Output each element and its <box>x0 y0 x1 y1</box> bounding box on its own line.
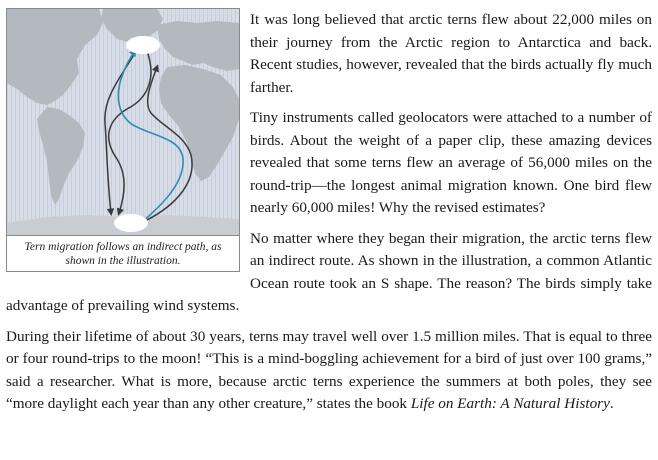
paragraph-4 <box>6 326 652 416</box>
paragraph-4-body: During their lifetime of about 30 years, terns may travel well over 1.5 million miles. That is equal to three or four round-trips to the moon! “This is a mind-boggling achievement for a bird of just over 100 grams,” said a researcher. What is more, because arctic terns experience the summers at both poles, they see “more daylight each year than any other creature,” states the book <box>6 327 652 412</box>
figure-caption: Tern migration follows an indirect path, as shown in the illustration. <box>7 235 239 271</box>
antarctic-oval <box>114 214 148 232</box>
book-title: Life on Earth: A Natural History <box>410 395 610 412</box>
paragraph-4-end: . <box>609 395 614 412</box>
arctic-oval <box>126 36 160 54</box>
paragraph-1: It was long believed that arctic terns flew about 22,000 miles on their journey from the Arctic region to Antarctica and back. Recent studies, however, revealed that the birds actually fly much farther. <box>250 11 652 96</box>
world-map-illustration <box>7 9 239 235</box>
paragraph-2: Tiny instruments called geolocators were attached to a number of birds. About the weight of a paper clip, these amazing devices revealed that some terns flew an average of 56,000 miles on the round-trip—the longest animal migration known. One bird flew nearly 60,000 miles! Why the revised estimates? <box>250 109 652 216</box>
paragraph-3: No matter where they began their migration, the arctic terns flew an indirect route. As shown in the illustration, a common Atlantic Ocean route took an S shape. The reason? The birds simply take advantage of prevailing wind systems. <box>6 229 652 314</box>
migration-figure <box>6 8 240 272</box>
